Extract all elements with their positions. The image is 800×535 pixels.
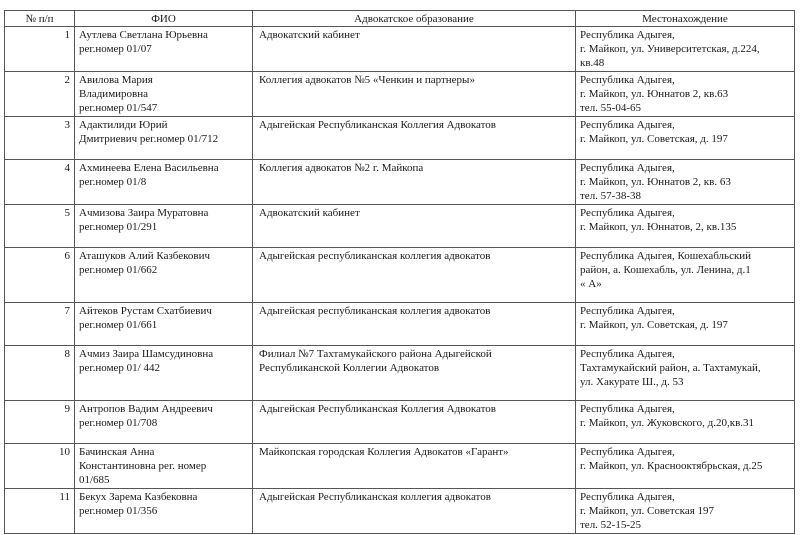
office-location-cell xyxy=(576,205,795,248)
lawyer-name-cell xyxy=(75,401,253,444)
lawyer-name-cell xyxy=(75,489,253,534)
table-body xyxy=(5,27,795,534)
office-location-line: г. Майкоп, ул. Юннатов 2, кв.63 xyxy=(580,88,729,100)
bar-association-line: Республиканской Коллегии Адвокатов xyxy=(259,362,440,374)
bar-association-cell xyxy=(253,27,576,72)
lawyer-name-cell xyxy=(75,303,253,346)
office-location-line: Республика Адыгея, xyxy=(580,491,675,503)
lawyer-name-line: рег.номер 01/547 xyxy=(79,102,158,114)
lawyer-name-line: Владимировна xyxy=(79,88,149,100)
lawyer-name-cell xyxy=(75,346,253,401)
row-number: 9 xyxy=(5,401,75,444)
bar-association-line: Филиал №7 Тахтамукайского района Адыгейской xyxy=(259,348,492,360)
office-location-line: Республика Адыгея, xyxy=(580,74,675,86)
office-location-line: Тахтамукайский район, а. Тахтамукай, xyxy=(580,362,761,374)
office-location-cell xyxy=(576,160,795,205)
bar-association-line: Коллегия адвокатов №2 г. Майкопа xyxy=(259,162,424,174)
office-location-line: г. Майкоп, ул. Краснооктябрьская, д.25 xyxy=(580,460,763,472)
office-location-line: тел. 57-38-38 xyxy=(580,190,642,202)
bar-association-cell xyxy=(253,489,576,534)
table-row xyxy=(5,248,795,303)
bar-association-line: Коллегия адвокатов №5 «Ченкин и партнеры» xyxy=(259,74,475,86)
table-row xyxy=(5,303,795,346)
office-location-cell xyxy=(576,117,795,160)
office-location-line: кв.48 xyxy=(580,57,605,69)
header-num: № п/п xyxy=(5,11,75,27)
office-location-line: Республика Адыгея, xyxy=(580,403,675,415)
bar-association-cell xyxy=(253,248,576,303)
row-number: 4 xyxy=(5,160,75,205)
bar-association-cell xyxy=(253,401,576,444)
lawyer-name-line: рег.номер 01/356 xyxy=(79,505,158,517)
lawyer-name-line: Дмитриевич рег.номер 01/712 xyxy=(79,133,219,145)
table-row xyxy=(5,489,795,534)
bar-association-line: Адыгейская республиканская коллегия адвокатов xyxy=(259,250,491,262)
office-location-line: г. Майкоп, ул. Советская, д. 197 xyxy=(580,133,728,145)
office-location-line: район, а. Кошехабль, ул. Ленина, д.1 xyxy=(580,264,751,276)
lawyers-registry-page xyxy=(4,10,795,534)
bar-association-cell xyxy=(253,303,576,346)
bar-association-cell xyxy=(253,346,576,401)
office-location-line: Республика Адыгея, xyxy=(580,29,675,41)
office-location-line: г. Майкоп, ул. Юннатов, 2, кв.135 xyxy=(580,221,737,233)
header-location: Местонахождение xyxy=(576,11,795,27)
row-number: 6 xyxy=(5,248,75,303)
lawyer-name-line: Айтеков Рустам Схатбиевич xyxy=(79,305,212,317)
lawyers-table xyxy=(4,10,795,534)
office-location-line: г. Майкоп, ул. Советская 197 xyxy=(580,505,715,517)
lawyer-name-line: рег.номер 01/291 xyxy=(79,221,158,233)
office-location-line: Республика Адыгея, Кошехабльский xyxy=(580,250,752,262)
table-row xyxy=(5,72,795,117)
lawyer-name-line: Антропов Вадим Андреевич xyxy=(79,403,213,415)
row-number: 7 xyxy=(5,303,75,346)
bar-association-line: Адыгейская Республиканская Коллегия Адвокатов xyxy=(259,119,496,131)
office-location-line: г. Майкоп, ул. Жуковского, д.20,кв.31 xyxy=(580,417,755,429)
lawyer-name-line: Бачинская Анна xyxy=(79,446,155,458)
bar-association-line: Адвокатский кабинет xyxy=(259,29,360,41)
lawyer-name-line: Константиновна рег. номер xyxy=(79,460,207,472)
lawyer-name-cell xyxy=(75,117,253,160)
office-location-line: Республика Адыгея, xyxy=(580,207,675,219)
lawyer-name-line: рег.номер 01/708 xyxy=(79,417,158,429)
bar-association-cell xyxy=(253,444,576,489)
table-row xyxy=(5,27,795,72)
lawyer-name-cell xyxy=(75,160,253,205)
row-number: 10 xyxy=(5,444,75,489)
bar-association-line: Адвокатский кабинет xyxy=(259,207,360,219)
bar-association-cell xyxy=(253,205,576,248)
lawyer-name-line: рег.номер 01/661 xyxy=(79,319,158,331)
bar-association-line: Адыгейская республиканская коллегия адвокатов xyxy=(259,305,491,317)
office-location-line: Республика Адыгея, xyxy=(580,119,675,131)
office-location-line: ул. Хакурате Ш., д. 53 xyxy=(580,376,684,388)
lawyer-name-line: Аташуков Алий Казбекович xyxy=(79,250,211,262)
lawyer-name-line: Адактилиди Юрий xyxy=(79,119,168,131)
lawyer-name-line: 01/685 xyxy=(79,474,110,486)
lawyer-name-line: Ачмиз Заира Шамсудиновна xyxy=(79,348,214,360)
office-location-line: г. Майкоп, ул. Юннатов 2, кв. 63 xyxy=(580,176,731,188)
lawyer-name-cell xyxy=(75,205,253,248)
office-location-line: тел. 55-04-65 xyxy=(580,102,642,114)
lawyer-name-line: рег.номер 01/662 xyxy=(79,264,158,276)
office-location-cell xyxy=(576,401,795,444)
row-number: 1 xyxy=(5,27,75,72)
table-row xyxy=(5,346,795,401)
lawyer-name-line: Аутлева Светлана Юрьевна xyxy=(79,29,208,41)
table-row xyxy=(5,401,795,444)
bar-association-cell xyxy=(253,160,576,205)
table-header-row xyxy=(5,11,795,27)
row-number: 2 xyxy=(5,72,75,117)
header-name: ФИО xyxy=(75,11,253,27)
office-location-cell xyxy=(576,346,795,401)
bar-association-line: Майкопская городская Коллегия Адвокатов «Гарант» xyxy=(259,446,509,458)
table-row xyxy=(5,117,795,160)
row-number: 11 xyxy=(5,489,75,534)
office-location-cell xyxy=(576,248,795,303)
table-row xyxy=(5,205,795,248)
bar-association-cell xyxy=(253,117,576,160)
lawyer-name-line: Авилова Мария xyxy=(79,74,153,86)
office-location-line: Республика Адыгея, xyxy=(580,305,675,317)
bar-association-line: Адыгейская Республиканская Коллегия Адвокатов xyxy=(259,403,496,415)
office-location-line: Республика Адыгея, xyxy=(580,162,675,174)
office-location-line: « А» xyxy=(580,278,602,290)
row-number: 3 xyxy=(5,117,75,160)
row-number: 8 xyxy=(5,346,75,401)
office-location-cell xyxy=(576,444,795,489)
office-location-cell xyxy=(576,303,795,346)
office-location-cell xyxy=(576,489,795,534)
lawyer-name-cell xyxy=(75,72,253,117)
bar-association-cell xyxy=(253,72,576,117)
lawyer-name-line: Ахминеева Елена Васильевна xyxy=(79,162,219,174)
table-row xyxy=(5,444,795,489)
lawyer-name-cell xyxy=(75,444,253,489)
bar-association-line: Адыгейская Республиканская коллегия адвокатов xyxy=(259,491,491,503)
row-number: 5 xyxy=(5,205,75,248)
header-org: Адвокатское образование xyxy=(253,11,576,27)
office-location-line: тел. 52-15-25 xyxy=(580,519,642,531)
lawyer-name-cell xyxy=(75,248,253,303)
lawyer-name-line: рег.номер 01/8 xyxy=(79,176,147,188)
lawyer-name-cell xyxy=(75,27,253,72)
lawyer-name-line: Ачмизова Заира Муратовна xyxy=(79,207,209,219)
office-location-line: Республика Адыгея, xyxy=(580,348,675,360)
table-row xyxy=(5,160,795,205)
lawyer-name-line: Бекух Зарема Казбековна xyxy=(79,491,198,503)
office-location-line: г. Майкоп, ул. Советская, д. 197 xyxy=(580,319,728,331)
lawyer-name-line: рег.номер 01/07 xyxy=(79,43,152,55)
lawyer-name-line: рег.номер 01/ 442 xyxy=(79,362,160,374)
office-location-line: Республика Адыгея, xyxy=(580,446,675,458)
office-location-cell xyxy=(576,72,795,117)
office-location-line: г. Майкоп, ул. Университетская, д.224, xyxy=(580,43,760,55)
office-location-cell xyxy=(576,27,795,72)
